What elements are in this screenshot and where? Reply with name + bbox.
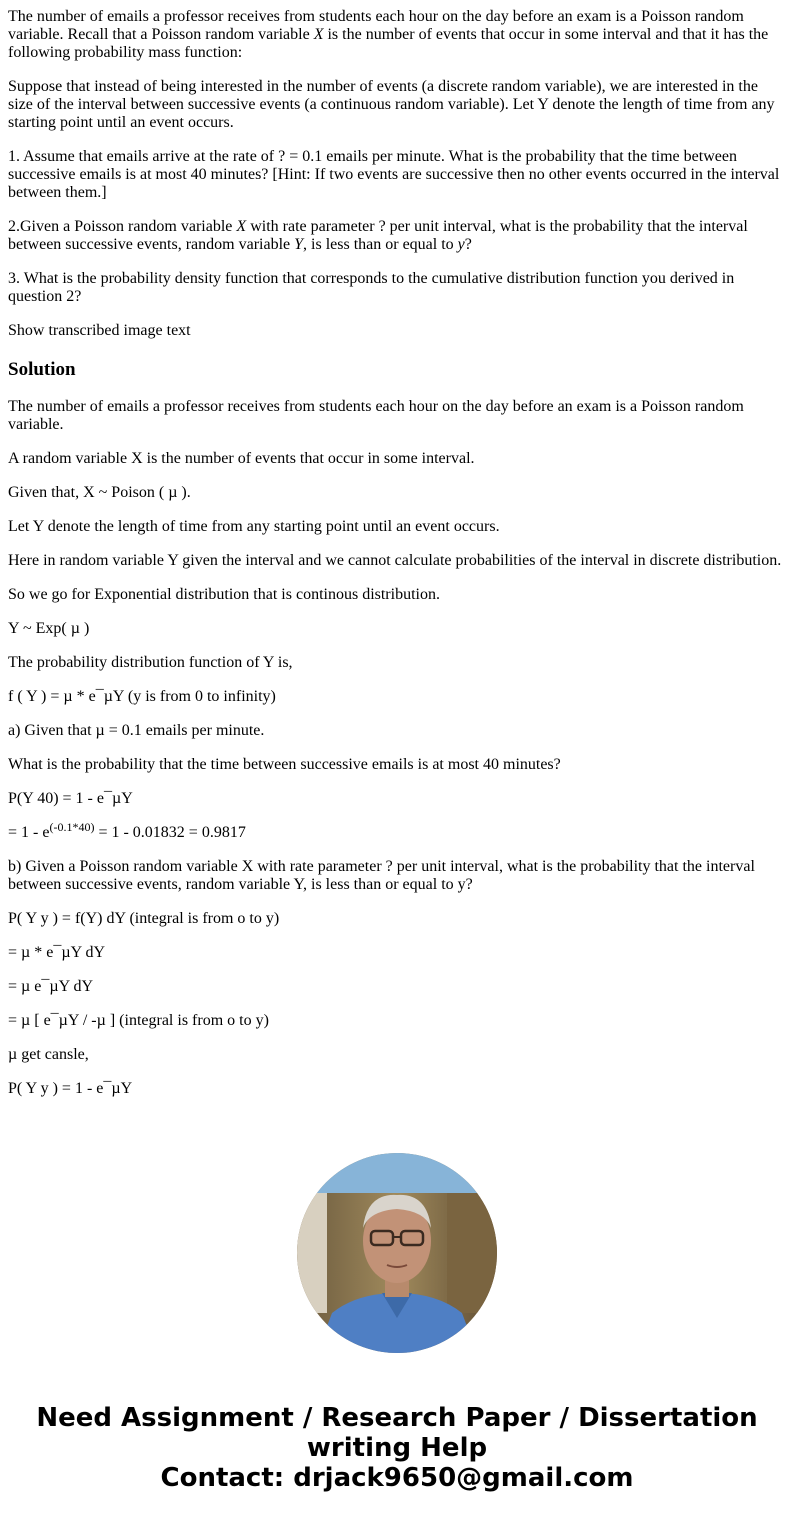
calc-text-a: = 1 - e — [8, 824, 50, 841]
solution-line: = µ [ e¯µY / -µ ] (integral is from o to y) — [8, 1012, 269, 1029]
portrait-image — [297, 1153, 497, 1353]
solution-line: Y ~ Exp( µ ) — [8, 620, 90, 637]
author-photo — [297, 1153, 497, 1353]
question-1: 1. Assume that emails arrive at the rate of ? = 0.1 emails per minute. What is the probability that the time between successive emails is at most 40 minutes? [Hint: If two events are successive then no other events occurred in the interval between them.] — [8, 148, 780, 201]
solution-line: a) Given that µ = 0.1 emails per minute. — [8, 722, 265, 739]
solution-line: The number of emails a professor receives from students each hour on the day before an exam is a Poisson random variable. — [8, 398, 744, 433]
q2-text-b: with rate parameter ? per unit interval, what is the probability that the interval between successive events, random variable — [8, 218, 748, 253]
solution-line: = µ e¯µY dY — [8, 978, 94, 995]
solution-line: So we go for Exponential distribution that is continous distribution. — [8, 586, 440, 603]
intro-text-2: is the number of events that occur in some interval and that it has the following probability mass function: — [8, 26, 769, 61]
q2-text-c: , is less than or equal to — [303, 236, 458, 253]
solution-line: Let Y denote the length of time from any starting point until an event occurs. — [8, 518, 500, 535]
solution-line: Here in random variable Y given the interval and we cannot calculate probabilities of the interval in discrete distribution. — [8, 552, 782, 569]
solution-line: µ get cansle, — [8, 1046, 89, 1063]
solution-line: What is the probability that the time between successive emails is at most 40 minutes? — [8, 756, 561, 773]
var-x: X — [313, 26, 324, 43]
contact-banner — [0, 1403, 794, 1493]
solution-line: Given that, X ~ Poison ( µ ). — [8, 484, 191, 501]
question-2 — [8, 218, 784, 254]
solution-calculation — [8, 820, 784, 842]
solution-line: b) Given a Poisson random variable X with rate parameter ? per unit interval, what is the probability that the interval between successive events, random variable Y, is less than or equal to y? — [8, 858, 755, 893]
solution-line: P(Y 40) = 1 - e¯µY — [8, 790, 133, 807]
q2-text-a: 2.Given a Poisson random variable — [8, 218, 237, 235]
solution-line: P( Y y ) = f(Y) dY (integral is from o to y) — [8, 910, 280, 927]
solution-line: A random variable X is the number of events that occur in some interval. — [8, 450, 475, 467]
question-para2: Suppose that instead of being interested in the number of events (a discrete random variable), we are interested in the size of the interval between successive events (a continuous random variable). Let Y denote the length of time from any starting point until an event occurs. — [8, 78, 775, 131]
banner-line-2: writing Help — [306, 1433, 488, 1463]
solution-line: The probability distribution function of Y is, — [8, 654, 293, 671]
solution-line: = µ * e¯µY dY — [8, 944, 106, 961]
q2-var-y-lower: y — [457, 236, 465, 253]
solution-line: f ( Y ) = µ * e¯µY (y is from 0 to infinity) — [8, 688, 276, 705]
solution-heading: Solution — [8, 359, 76, 380]
banner-line-1: Need Assignment / Research Paper / Dissertation — [36, 1403, 758, 1433]
calc-exponent: (-0.1*40) — [49, 820, 95, 834]
q2-var-y: Y — [294, 236, 304, 253]
document-body — [8, 0, 784, 1122]
question-intro — [8, 8, 784, 62]
q2-text-d: ? — [464, 236, 472, 253]
solution-line: P( Y y ) = 1 - e¯µY — [8, 1080, 133, 1097]
intro-text: The number of emails a professor receives from students each hour on the day before an exam is a Poisson random variable. Recall that a Poisson random variable — [8, 8, 744, 43]
q2-var-x: X — [236, 218, 247, 235]
show-transcribed-text[interactable]: Show transcribed image text — [8, 322, 191, 339]
banner-contact[interactable]: Contact: drjack9650@gmail.com — [160, 1463, 634, 1493]
calc-text-b: = 1 - 0.01832 = 0.9817 — [94, 824, 246, 841]
question-3: 3. What is the probability density function that corresponds to the cumulative distribution function you derived in question 2? — [8, 270, 735, 305]
